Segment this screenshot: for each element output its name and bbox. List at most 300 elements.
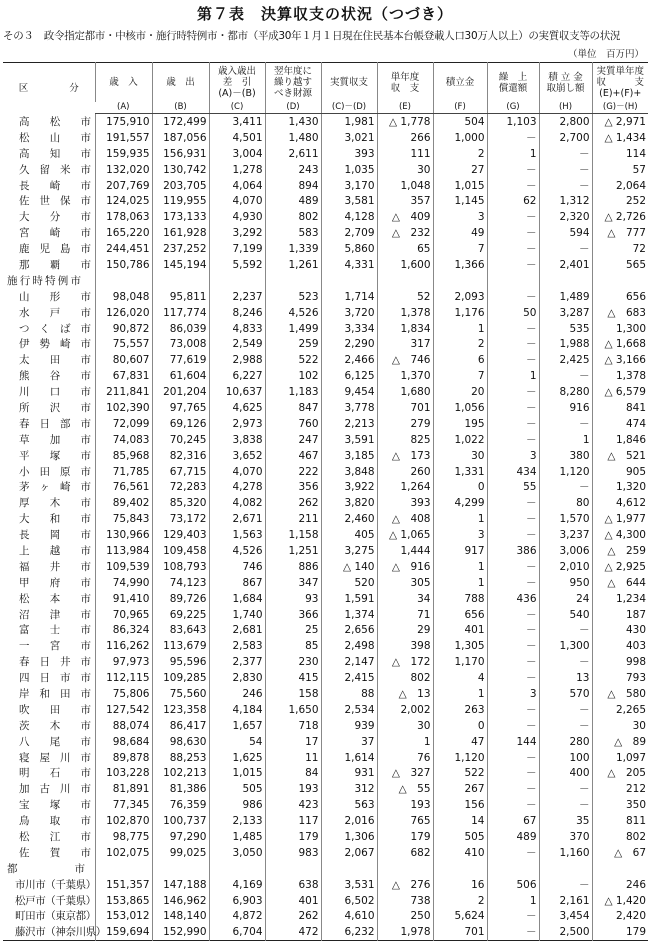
header-balance-line2: 差 引 bbox=[222, 77, 252, 88]
group-label-part: 都 bbox=[7, 862, 18, 875]
value-cell: 89,878 bbox=[95, 750, 152, 766]
header-expenditure-label: 歳 出 bbox=[166, 77, 195, 88]
value-cell: 1,614 bbox=[321, 750, 377, 766]
header-reserve-withdraw bbox=[539, 63, 592, 103]
value-cell: 3,237 bbox=[539, 527, 592, 543]
value-cell: 4,501 bbox=[209, 130, 265, 146]
value-cell: 244,451 bbox=[95, 241, 152, 257]
value-cell: 175,910 bbox=[95, 114, 152, 130]
value-cell: △ 1,668 bbox=[592, 336, 648, 352]
municipality-name bbox=[3, 559, 95, 575]
table-row bbox=[3, 543, 648, 559]
value-cell: － bbox=[487, 257, 539, 273]
value-cell: 2,466 bbox=[321, 352, 377, 368]
empty-cell bbox=[209, 273, 265, 289]
empty-cell bbox=[487, 861, 539, 877]
value-cell: 193 bbox=[265, 781, 321, 797]
header-reserve bbox=[433, 63, 487, 103]
value-cell: 3 bbox=[487, 448, 539, 464]
municipality-name bbox=[3, 511, 95, 527]
value-cell: 5,592 bbox=[209, 257, 265, 273]
municipality-name-text: 春 日 井 市 bbox=[19, 656, 91, 669]
value-cell: 262 bbox=[265, 495, 321, 511]
value-cell: 75,843 bbox=[95, 511, 152, 527]
municipality-name bbox=[3, 336, 95, 352]
value-cell: 211,841 bbox=[95, 384, 152, 400]
value-cell: 52 bbox=[377, 289, 433, 305]
table-row bbox=[3, 289, 648, 305]
value-cell: 1 bbox=[433, 321, 487, 337]
value-cell: 1,306 bbox=[321, 829, 377, 845]
municipality-name bbox=[3, 702, 95, 718]
value-cell: 85,320 bbox=[152, 495, 209, 511]
municipality-name bbox=[3, 495, 95, 511]
value-cell: 27 bbox=[433, 162, 487, 178]
value-cell: 1,485 bbox=[209, 829, 265, 845]
value-cell: 2 bbox=[433, 146, 487, 162]
header-bun: 分 bbox=[69, 82, 79, 94]
value-cell: 738 bbox=[377, 893, 433, 909]
value-cell: 6,903 bbox=[209, 893, 265, 909]
value-cell: 117,774 bbox=[152, 305, 209, 321]
municipality-name bbox=[3, 289, 95, 305]
value-cell: 1,988 bbox=[539, 336, 592, 352]
table-row bbox=[3, 718, 648, 734]
header-sub-g: (F) bbox=[433, 102, 487, 114]
header-real-single-year bbox=[592, 63, 648, 103]
value-cell: △ 521 bbox=[592, 448, 648, 464]
value-cell: 1,048 bbox=[377, 178, 433, 194]
value-cell: 75,557 bbox=[95, 336, 152, 352]
value-cell: 1,183 bbox=[265, 384, 321, 400]
table-row bbox=[3, 225, 648, 241]
value-cell: 7 bbox=[433, 241, 487, 257]
header-real-single-year-line3: (E)+(F)+ bbox=[599, 88, 642, 99]
value-cell: 1,097 bbox=[592, 750, 648, 766]
value-cell: 1 bbox=[487, 893, 539, 909]
value-cell: 403 bbox=[592, 638, 648, 654]
value-cell: 357 bbox=[377, 193, 433, 209]
value-cell: 434 bbox=[487, 464, 539, 480]
municipality-name-text: 久 留 米 市 bbox=[19, 163, 91, 176]
value-cell: 4,872 bbox=[209, 909, 265, 925]
value-cell: △ 55 bbox=[377, 781, 433, 797]
value-cell: 811 bbox=[592, 813, 648, 829]
table-row bbox=[3, 193, 648, 209]
header-early-repay-line2: 償還額 bbox=[498, 82, 528, 94]
value-cell: 1,278 bbox=[209, 162, 265, 178]
municipality-name-text: 町田市（東京都） bbox=[15, 910, 96, 923]
value-cell: 129,403 bbox=[152, 527, 209, 543]
value-cell: 1,499 bbox=[265, 321, 321, 337]
value-cell: － bbox=[487, 527, 539, 543]
value-cell: 1,103 bbox=[487, 114, 539, 130]
value-cell: 179 bbox=[377, 829, 433, 845]
value-cell: 156,931 bbox=[152, 146, 209, 162]
value-cell: － bbox=[487, 225, 539, 241]
table-row bbox=[3, 114, 648, 130]
value-cell: 84 bbox=[265, 766, 321, 782]
table-row bbox=[3, 766, 648, 782]
value-cell: 88,253 bbox=[152, 750, 209, 766]
municipality-name bbox=[3, 130, 95, 146]
value-cell: 3 bbox=[487, 686, 539, 702]
value-cell: 148,140 bbox=[152, 909, 209, 925]
header-sub-d: (D) bbox=[265, 102, 321, 114]
value-cell: 8,280 bbox=[539, 384, 592, 400]
empty-cell bbox=[209, 861, 265, 877]
value-cell: － bbox=[487, 845, 539, 861]
municipality-name bbox=[3, 464, 95, 480]
value-cell: 3,652 bbox=[209, 448, 265, 464]
value-cell: 259 bbox=[265, 336, 321, 352]
value-cell: 1 bbox=[377, 734, 433, 750]
value-cell: △ 89 bbox=[592, 734, 648, 750]
value-cell: － bbox=[487, 432, 539, 448]
value-cell: 2,583 bbox=[209, 638, 265, 654]
value-cell: 506 bbox=[487, 877, 539, 893]
value-cell: 656 bbox=[592, 289, 648, 305]
value-cell: 1,625 bbox=[209, 750, 265, 766]
header-single-year-line1: 単年度 bbox=[390, 71, 420, 83]
value-cell: 80,607 bbox=[95, 352, 152, 368]
value-cell: 6,232 bbox=[321, 924, 377, 940]
value-cell: 523 bbox=[265, 289, 321, 305]
value-cell: 158 bbox=[265, 686, 321, 702]
value-cell: 746 bbox=[209, 559, 265, 575]
value-cell: 247 bbox=[265, 432, 321, 448]
value-cell: 6,502 bbox=[321, 893, 377, 909]
value-cell: 211 bbox=[265, 511, 321, 527]
value-cell: 72,099 bbox=[95, 416, 152, 432]
value-cell: 3 bbox=[433, 527, 487, 543]
value-cell: 1,300 bbox=[592, 321, 648, 337]
value-cell: 1,022 bbox=[433, 432, 487, 448]
value-cell: － bbox=[487, 178, 539, 194]
value-cell: 97,290 bbox=[152, 829, 209, 845]
value-cell: 6 bbox=[433, 352, 487, 368]
value-cell: △ 1,434 bbox=[592, 130, 648, 146]
municipality-name bbox=[3, 670, 95, 686]
value-cell: 85 bbox=[265, 638, 321, 654]
municipality-name-text: 高 松 市 bbox=[19, 115, 91, 128]
value-cell: 146,962 bbox=[152, 893, 209, 909]
value-cell: △ 1,420 bbox=[592, 893, 648, 909]
value-cell: 4,070 bbox=[209, 464, 265, 480]
value-cell: △ 777 bbox=[592, 225, 648, 241]
value-cell: 267 bbox=[433, 781, 487, 797]
value-cell: 916 bbox=[539, 400, 592, 416]
municipality-name bbox=[3, 479, 95, 495]
value-cell: 88,074 bbox=[95, 718, 152, 734]
value-cell: 152,990 bbox=[152, 924, 209, 940]
value-cell: 76 bbox=[377, 750, 433, 766]
value-cell: △ 276 bbox=[377, 877, 433, 893]
header-sub-a: (A) bbox=[95, 102, 152, 114]
value-cell: 1,657 bbox=[209, 718, 265, 734]
municipality-name bbox=[3, 638, 95, 654]
value-cell: 3,004 bbox=[209, 146, 265, 162]
value-cell: － bbox=[487, 130, 539, 146]
table-row bbox=[3, 336, 648, 352]
value-cell: 2,460 bbox=[321, 511, 377, 527]
table-row bbox=[3, 527, 648, 543]
value-cell: 243 bbox=[265, 162, 321, 178]
municipality-name bbox=[3, 432, 95, 448]
municipality-name bbox=[3, 193, 95, 209]
value-cell: － bbox=[487, 750, 539, 766]
value-cell: － bbox=[539, 162, 592, 178]
table-row bbox=[3, 591, 648, 607]
value-cell: △ 140 bbox=[321, 559, 377, 575]
value-cell: 77,619 bbox=[152, 352, 209, 368]
value-cell: 178,063 bbox=[95, 209, 152, 225]
value-cell: 98,630 bbox=[152, 734, 209, 750]
value-cell: － bbox=[487, 924, 539, 940]
header-balance bbox=[209, 63, 265, 103]
municipality-name-text: 厚 木 市 bbox=[19, 497, 91, 510]
value-cell: 1,563 bbox=[209, 527, 265, 543]
value-cell: 1,978 bbox=[377, 924, 433, 940]
municipality-name-text: 平 塚 市 bbox=[19, 449, 91, 462]
value-cell: － bbox=[487, 511, 539, 527]
value-cell: △ 205 bbox=[592, 766, 648, 782]
value-cell: 4,169 bbox=[209, 877, 265, 893]
value-cell: 50 bbox=[487, 305, 539, 321]
value-cell: 97,765 bbox=[152, 400, 209, 416]
value-cell: 4,610 bbox=[321, 909, 377, 925]
value-cell: 150,786 bbox=[95, 257, 152, 273]
value-cell: 279 bbox=[377, 416, 433, 432]
value-cell: － bbox=[487, 241, 539, 257]
value-cell: 193 bbox=[377, 797, 433, 813]
value-cell: 159,694 bbox=[95, 924, 152, 940]
value-cell: 88 bbox=[321, 686, 377, 702]
value-cell: 3,170 bbox=[321, 178, 377, 194]
value-cell: 102,075 bbox=[95, 845, 152, 861]
value-cell: 103,228 bbox=[95, 766, 152, 782]
value-cell: 2,681 bbox=[209, 623, 265, 639]
value-cell: 4,064 bbox=[209, 178, 265, 194]
value-cell: － bbox=[487, 162, 539, 178]
municipality-name-text: 富 士 市 bbox=[19, 624, 91, 637]
value-cell: △ 2,925 bbox=[592, 559, 648, 575]
header-carryover-line2: 繰り越す bbox=[273, 77, 312, 88]
value-cell: 3,820 bbox=[321, 495, 377, 511]
value-cell: 81,386 bbox=[152, 781, 209, 797]
value-cell: － bbox=[487, 416, 539, 432]
header-sub-f: (E) bbox=[377, 102, 433, 114]
value-cell: 237,252 bbox=[152, 241, 209, 257]
value-cell: 70,965 bbox=[95, 607, 152, 623]
municipality-name bbox=[3, 448, 95, 464]
empty-cell bbox=[592, 861, 648, 877]
municipality-name-text: つ く ば 市 bbox=[19, 322, 91, 335]
value-cell: 505 bbox=[433, 829, 487, 845]
value-cell: △ 172 bbox=[377, 654, 433, 670]
table-row bbox=[3, 400, 648, 416]
empty-cell bbox=[265, 861, 321, 877]
value-cell: 172,499 bbox=[152, 114, 209, 130]
value-cell: 91,410 bbox=[95, 591, 152, 607]
table-row bbox=[3, 829, 648, 845]
municipality-name bbox=[3, 893, 95, 909]
value-cell: 2,064 bbox=[592, 178, 648, 194]
value-cell: 2,534 bbox=[321, 702, 377, 718]
value-cell: 2,709 bbox=[321, 225, 377, 241]
value-cell: 47 bbox=[433, 734, 487, 750]
value-cell: 246 bbox=[592, 877, 648, 893]
municipality-name bbox=[3, 368, 95, 384]
group-row bbox=[3, 861, 648, 877]
municipality-name-text: 長 岡 市 bbox=[19, 529, 91, 542]
value-cell: 401 bbox=[265, 893, 321, 909]
municipality-name-text: 鳥 取 市 bbox=[19, 815, 91, 828]
value-cell: 1,374 bbox=[321, 607, 377, 623]
municipality-name bbox=[3, 829, 95, 845]
value-cell: 1,305 bbox=[433, 638, 487, 654]
value-cell: 1,300 bbox=[539, 638, 592, 654]
value-cell: 159,935 bbox=[95, 146, 152, 162]
value-cell: 802 bbox=[592, 829, 648, 845]
value-cell: 701 bbox=[377, 400, 433, 416]
value-cell: 117 bbox=[265, 813, 321, 829]
municipality-name bbox=[3, 241, 95, 257]
value-cell: 82,316 bbox=[152, 448, 209, 464]
value-cell: 405 bbox=[321, 527, 377, 543]
value-cell: 62 bbox=[487, 193, 539, 209]
value-cell: 2,320 bbox=[539, 209, 592, 225]
value-cell: 69,225 bbox=[152, 607, 209, 623]
municipality-name bbox=[3, 321, 95, 337]
value-cell: 179 bbox=[592, 924, 648, 940]
value-cell: 113,984 bbox=[95, 543, 152, 559]
value-cell: 4,526 bbox=[265, 305, 321, 321]
value-cell: 841 bbox=[592, 400, 648, 416]
value-cell: △ 2,971 bbox=[592, 114, 648, 130]
value-cell: △ 916 bbox=[377, 559, 433, 575]
empty-cell bbox=[433, 273, 487, 289]
value-cell: △ 4,300 bbox=[592, 527, 648, 543]
value-cell: 1,834 bbox=[377, 321, 433, 337]
value-cell: 0 bbox=[433, 718, 487, 734]
header-sub-j: (G)－(H) bbox=[592, 102, 648, 114]
value-cell: 1,846 bbox=[592, 432, 648, 448]
value-cell: 153,865 bbox=[95, 893, 152, 909]
empty-cell bbox=[592, 273, 648, 289]
table-row bbox=[3, 750, 648, 766]
value-cell: － bbox=[487, 781, 539, 797]
value-cell: 30 bbox=[592, 718, 648, 734]
value-cell: 9,454 bbox=[321, 384, 377, 400]
municipality-name bbox=[3, 607, 95, 623]
table-row bbox=[3, 432, 648, 448]
municipality-name bbox=[3, 766, 95, 782]
value-cell: 400 bbox=[539, 766, 592, 782]
value-cell: 266 bbox=[377, 130, 433, 146]
value-cell: 83,643 bbox=[152, 623, 209, 639]
value-cell: 1 bbox=[433, 575, 487, 591]
value-cell: 16 bbox=[433, 877, 487, 893]
value-cell: 108,793 bbox=[152, 559, 209, 575]
header-early-repay bbox=[487, 63, 539, 103]
value-cell: 1 bbox=[487, 146, 539, 162]
value-cell: 73,172 bbox=[152, 511, 209, 527]
value-cell: 2,016 bbox=[321, 813, 377, 829]
value-cell: 86,417 bbox=[152, 718, 209, 734]
group-row bbox=[3, 273, 648, 289]
municipality-name bbox=[3, 400, 95, 416]
value-cell: 85,968 bbox=[95, 448, 152, 464]
municipality-name bbox=[3, 209, 95, 225]
value-cell: 29 bbox=[377, 623, 433, 639]
value-cell: 2,237 bbox=[209, 289, 265, 305]
table-row bbox=[3, 781, 648, 797]
table-row bbox=[3, 607, 648, 623]
value-cell: 252 bbox=[592, 193, 648, 209]
value-cell: 1 bbox=[433, 511, 487, 527]
value-cell: 520 bbox=[321, 575, 377, 591]
municipality-name-text: 藤沢市（神奈川県） bbox=[15, 926, 106, 939]
empty-cell bbox=[321, 861, 377, 877]
value-cell: 145,194 bbox=[152, 257, 209, 273]
value-cell: 535 bbox=[539, 321, 592, 337]
municipality-name-text: 大 分 市 bbox=[19, 211, 91, 224]
value-cell: 161,928 bbox=[152, 225, 209, 241]
value-cell: 11 bbox=[265, 750, 321, 766]
value-cell: 1 bbox=[433, 686, 487, 702]
value-cell: 280 bbox=[539, 734, 592, 750]
value-cell: 983 bbox=[265, 845, 321, 861]
value-cell: 3,411 bbox=[209, 114, 265, 130]
municipality-name bbox=[3, 813, 95, 829]
municipality-name bbox=[3, 734, 95, 750]
value-cell: 3,778 bbox=[321, 400, 377, 416]
value-cell: 760 bbox=[265, 416, 321, 432]
value-cell: 505 bbox=[209, 781, 265, 797]
value-cell: 2,213 bbox=[321, 416, 377, 432]
header-real-single-year-line1: 実質単年度 bbox=[596, 66, 644, 77]
value-cell: 401 bbox=[433, 623, 487, 639]
value-cell: 124,025 bbox=[95, 193, 152, 209]
value-cell: 71,785 bbox=[95, 464, 152, 480]
municipality-name-text: 川 口 市 bbox=[19, 386, 91, 399]
value-cell: 1,489 bbox=[539, 289, 592, 305]
value-cell: 86,039 bbox=[152, 321, 209, 337]
value-cell: 905 bbox=[592, 464, 648, 480]
value-cell: 2,002 bbox=[377, 702, 433, 718]
value-cell: － bbox=[539, 718, 592, 734]
value-cell: △ 232 bbox=[377, 225, 433, 241]
value-cell: 1,015 bbox=[433, 178, 487, 194]
value-cell: △ 1,065 bbox=[377, 527, 433, 543]
value-cell: 1,650 bbox=[265, 702, 321, 718]
value-cell: 3 bbox=[433, 209, 487, 225]
value-cell: 173,133 bbox=[152, 209, 209, 225]
municipality-name bbox=[3, 178, 95, 194]
value-cell: 6,704 bbox=[209, 924, 265, 940]
value-cell: 260 bbox=[377, 464, 433, 480]
value-cell: 1,714 bbox=[321, 289, 377, 305]
value-cell: 74,990 bbox=[95, 575, 152, 591]
value-cell: 37 bbox=[321, 734, 377, 750]
value-cell: 230 bbox=[265, 654, 321, 670]
header-revenue bbox=[95, 63, 152, 103]
empty-cell bbox=[433, 861, 487, 877]
value-cell: 1,339 bbox=[265, 241, 321, 257]
value-cell: 2,988 bbox=[209, 352, 265, 368]
municipality-name-text: 八 尾 市 bbox=[19, 735, 91, 748]
